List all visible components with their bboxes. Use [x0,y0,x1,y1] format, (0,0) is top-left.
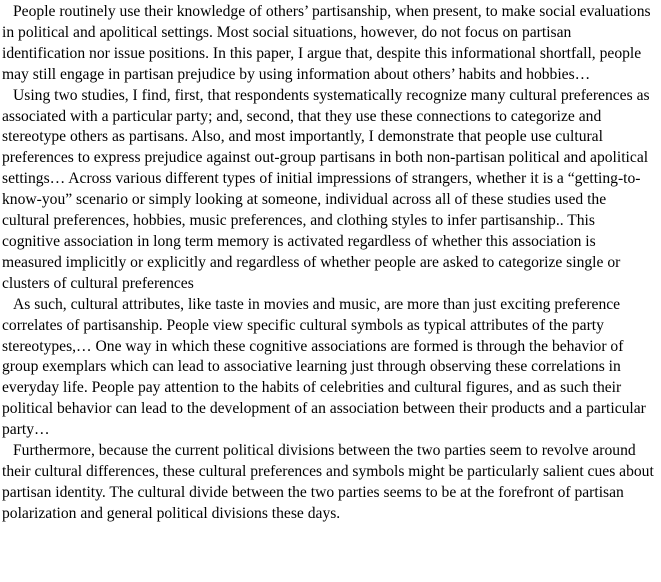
paragraph-2: Using two studies, I find, first, that respondents systematically recognize many cultural preferences as associated with a particular party; and, second, that they use these connections to categorize and stereotype others as partisans. Also, and most importantly, I demonstrate that people use cultural preferences to express prejudice against out-group partisans in both non-partisan political and apolitical settings… Across various different types of initial impressions of strangers, whether it is a “getting-to-know-you” scenario or simply looking at someone, individual across all of these studies used the cultural preferences, hobbies, music preferences, and clothing styles to infer partisanship.. This cognitive association in long term memory is activated regardless of whether this association is measured implicitly or explicitly and regardless of whether people are asked to categorize single or clusters of cultural preferences [2,86,650,292]
paragraph-3: As such, cultural attributes, like taste in movies and music, are more than just exciting preference correlates of partisanship. People view specific cultural symbols as typical attributes of the party stereotypes,… One way in which these cognitive associations are formed is through the behavior of group exemplars which can lead to associative learning just through observing these correlations in everyday life. People pay attention to the habits of celebrities and cultural figures, and as such their political behavior can lead to the development of an association between their products and a particular party… [2,295,646,439]
paragraph-1: People routinely use their knowledge of others’ partisanship, when present, to make social evaluations in political and apolitical settings. Most social situations, however, do not focus on partisan identification nor issue positions. In this paper, I argue that, despite this informational shortfall, people may still engage in partisan prejudice by using information about others’ habits and hobbies… [2,3,651,83]
paragraph-4: Furthermore, because the current political divisions between the two parties seem to revolve around their cultural differences, these cultural preferences and symbols might be particularly salient cues about partisan identity. The cultural divide between the two parties seems to be at the forefront of partisan polarization and general political divisions these days. [2,442,654,522]
